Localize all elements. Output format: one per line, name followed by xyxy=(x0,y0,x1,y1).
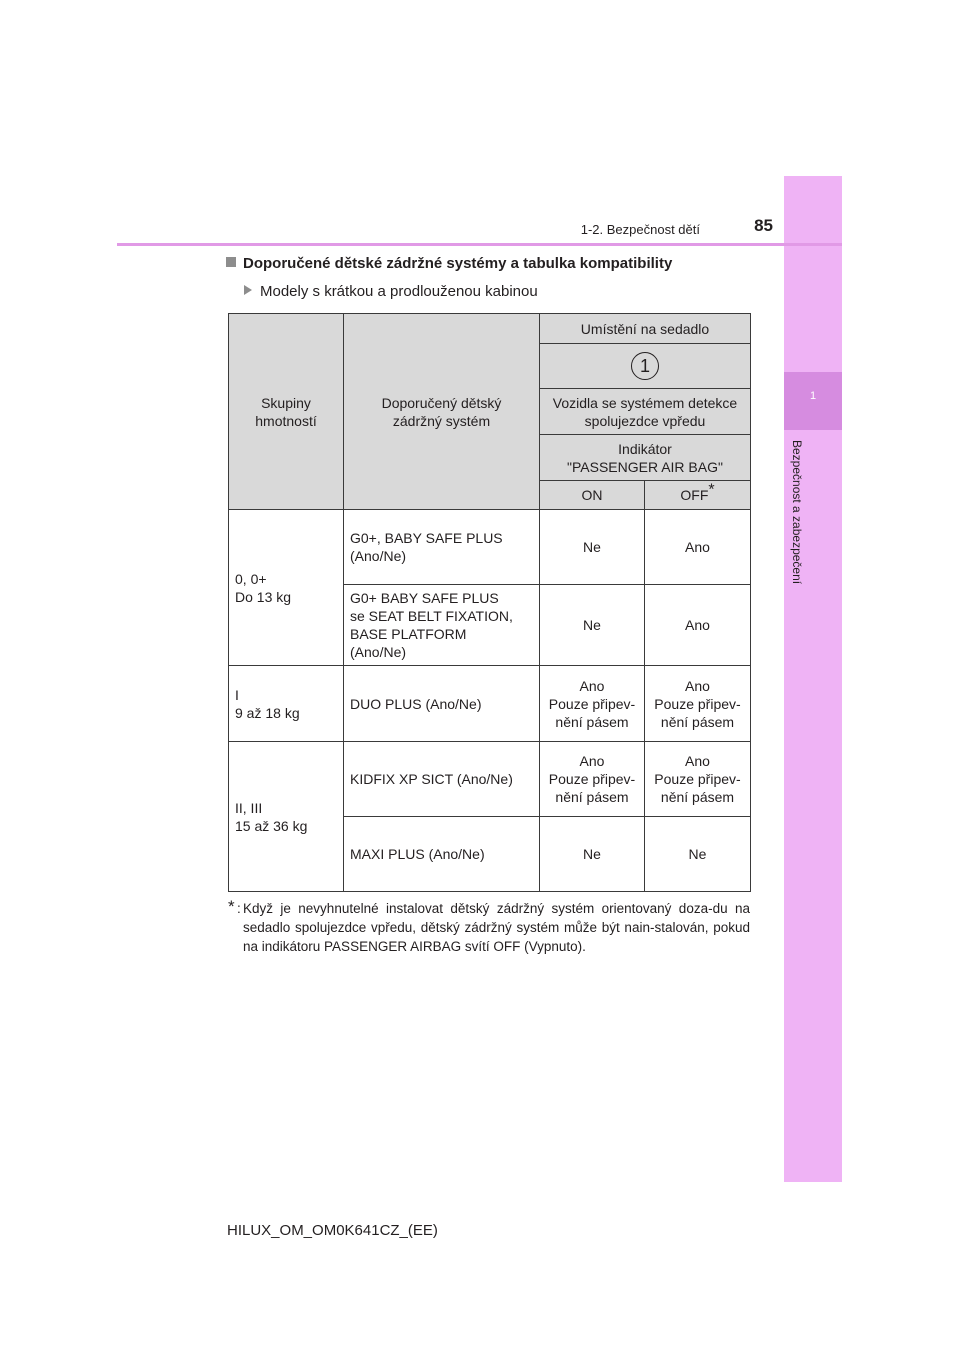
header-off xyxy=(645,481,751,510)
off-cell: Ano Pouze připev- nění pásem xyxy=(645,742,751,817)
weight-group-cell: I 9 až 18 kg xyxy=(229,666,344,742)
compatibility-table xyxy=(228,313,751,892)
header-on: ON xyxy=(540,481,645,510)
table-row xyxy=(229,510,751,585)
sub-heading-text: Modely s krátkou a prodlouženou kabinou xyxy=(260,283,538,300)
section-heading xyxy=(226,255,672,272)
header-indicator: Indikátor "PASSENGER AIR BAG" xyxy=(540,435,751,481)
header-weight-groups: Skupiny hmotností xyxy=(229,314,344,510)
footnote-text: Když je nevyhnutelné instalovat dětský zádržný systém orientovaný doza-du na sedadlo spolujezdce vpředu, dětský zádržný systém může být nain-stalován, pokud na indikátoru PASSENGER AIRBAG svítí OFF (Vypnuto). xyxy=(243,901,750,954)
chapter-title-vertical xyxy=(790,440,804,640)
sub-heading xyxy=(244,283,538,300)
header-off-label: OFF xyxy=(680,487,709,503)
system-cell: MAXI PLUS (Ano/Ne) xyxy=(344,817,540,892)
footnote xyxy=(228,899,750,956)
page-number: 85 xyxy=(754,216,773,235)
footnote-colon: : xyxy=(237,901,241,916)
off-cell: Ne xyxy=(645,817,751,892)
square-bullet-icon xyxy=(226,257,236,267)
header-seat-number-cell xyxy=(540,344,751,389)
off-cell: Ano Pouze připev- nění pásem xyxy=(645,666,751,742)
system-cell: DUO PLUS (Ano/Ne) xyxy=(344,666,540,742)
footnote-mark: * xyxy=(708,481,715,499)
table-row xyxy=(229,666,751,742)
on-cell: Ne xyxy=(540,817,645,892)
off-cell: Ano xyxy=(645,510,751,585)
on-cell: Ne xyxy=(540,510,645,585)
header-seat-position: Umístění na sedadlo xyxy=(540,314,751,344)
weight-group-cell: 0, 0+ Do 13 kg xyxy=(229,510,344,666)
table-row xyxy=(229,742,751,817)
triangle-bullet-icon xyxy=(244,285,252,295)
on-cell: Ne xyxy=(540,585,645,666)
system-cell: G0+, BABY SAFE PLUS (Ano/Ne) xyxy=(344,510,540,585)
section-heading-text: Doporučené dětské zádržné systémy a tabulka kompatibility xyxy=(243,255,673,272)
on-cell: Ano Pouze připev- nění pásem xyxy=(540,666,645,742)
chapter-title: Bezpečnost a zabezpečení xyxy=(790,440,804,585)
running-section-title: 1-2. Bezpečnost dětí xyxy=(580,222,700,237)
chapter-number: 1 xyxy=(809,390,817,402)
footnote-star: * xyxy=(228,897,235,916)
header-vehicle-type: Vozidla se systémem detekce spolujezdce vpředu xyxy=(540,389,751,435)
off-cell: Ano xyxy=(645,585,751,666)
chapter-side-tab xyxy=(784,176,842,1182)
weight-group-cell: II, III 15 až 36 kg xyxy=(229,742,344,892)
seat-number-badge: 1 xyxy=(631,352,659,380)
system-cell: G0+ BABY SAFE PLUS se SEAT BELT FIXATION, BASE PLATFORM (Ano/Ne) xyxy=(344,585,540,666)
document-code: HILUX_OM_OM0K641CZ_(EE) xyxy=(227,1222,438,1239)
on-cell: Ano Pouze připev- nění pásem xyxy=(540,742,645,817)
header-recommended-system: Doporučený dětský zádržný systém xyxy=(344,314,540,510)
header-rule xyxy=(117,243,842,246)
system-cell: KIDFIX XP SICT (Ano/Ne) xyxy=(344,742,540,817)
